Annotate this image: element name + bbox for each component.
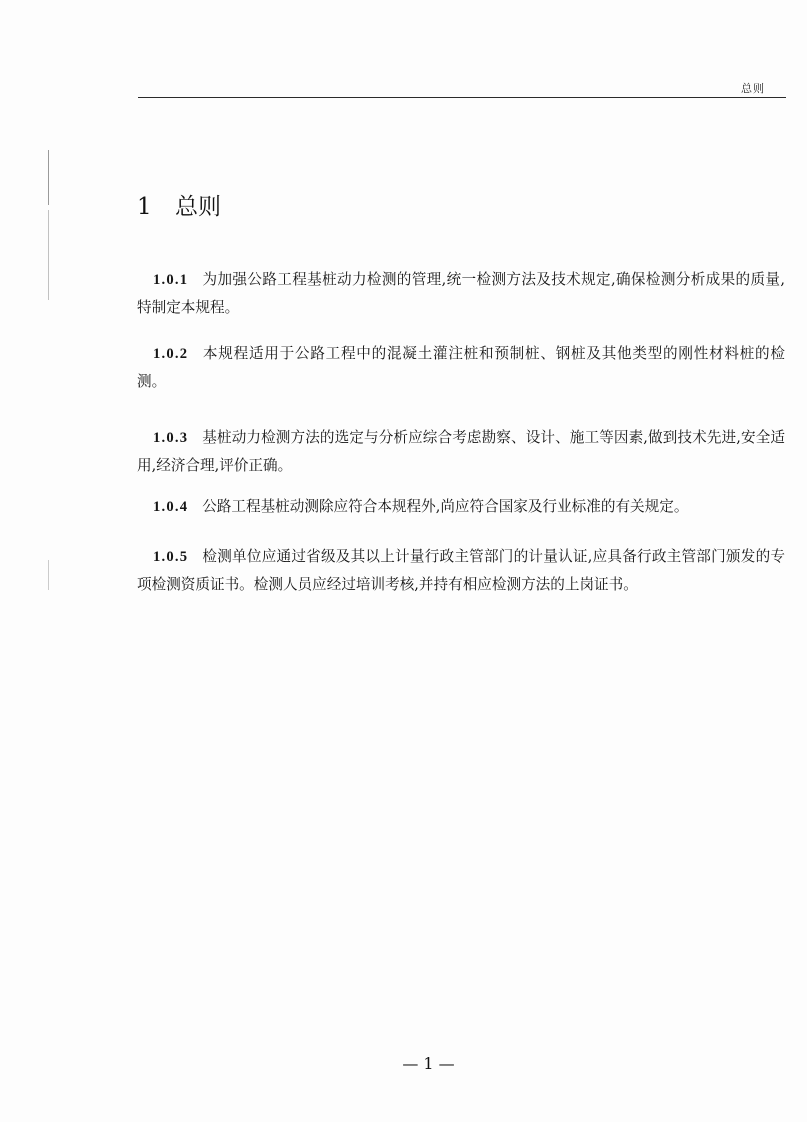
chapter-title-text: 总则 [175,194,221,220]
clause-text: 检测单位应通过省级及其以上计量行政主管部门的计量认证,应具备行政主管部门颁发的专项检测资质证书。检测人员应经过培训考核,并持有相应检测方法的上岗证书。 [137,548,785,593]
clause-number: 1.0.4 [153,499,189,515]
clause-text: 公路工程基桩动测除应符合本规程外,尚应符合国家及行业标准的有关规定。 [202,498,689,515]
chapter-number: 1 [137,194,152,220]
clause-1-0-1 [137,266,785,321]
clause-text: 基桩动力检测方法的选定与分析应综合考虑勘察、设计、施工等因素,做到技术先进,安全适用,经济合理,评价正确。 [137,429,785,474]
clause-number: 1.0.3 [153,430,189,446]
clause-number: 1.0.5 [153,549,189,565]
clause-text: 为加强公路工程基桩动力检测的管理,统一检测方法及技术规定,确保检测分析成果的质量,特制定本规程。 [137,271,785,316]
scan-edge-mark [48,560,49,590]
scan-edge-mark [48,150,49,205]
clause-text: 本规程适用于公路工程中的混凝土灌注桩和预制桩、钢桩及其他类型的刚性材料桩的检测。 [137,345,785,390]
clause-number: 1.0.2 [153,346,189,362]
scan-edge-mark [48,210,49,300]
clause-number: 1.0.1 [153,272,189,288]
clause-1-0-5 [137,543,785,598]
clause-1-0-2 [137,340,785,395]
page-number: — 1 — [402,1054,455,1073]
clause-1-0-4 [137,493,785,521]
running-header: 总则 [741,82,765,95]
chapter-title [137,188,221,221]
header-rule [138,97,786,98]
clause-1-0-3 [137,424,785,479]
